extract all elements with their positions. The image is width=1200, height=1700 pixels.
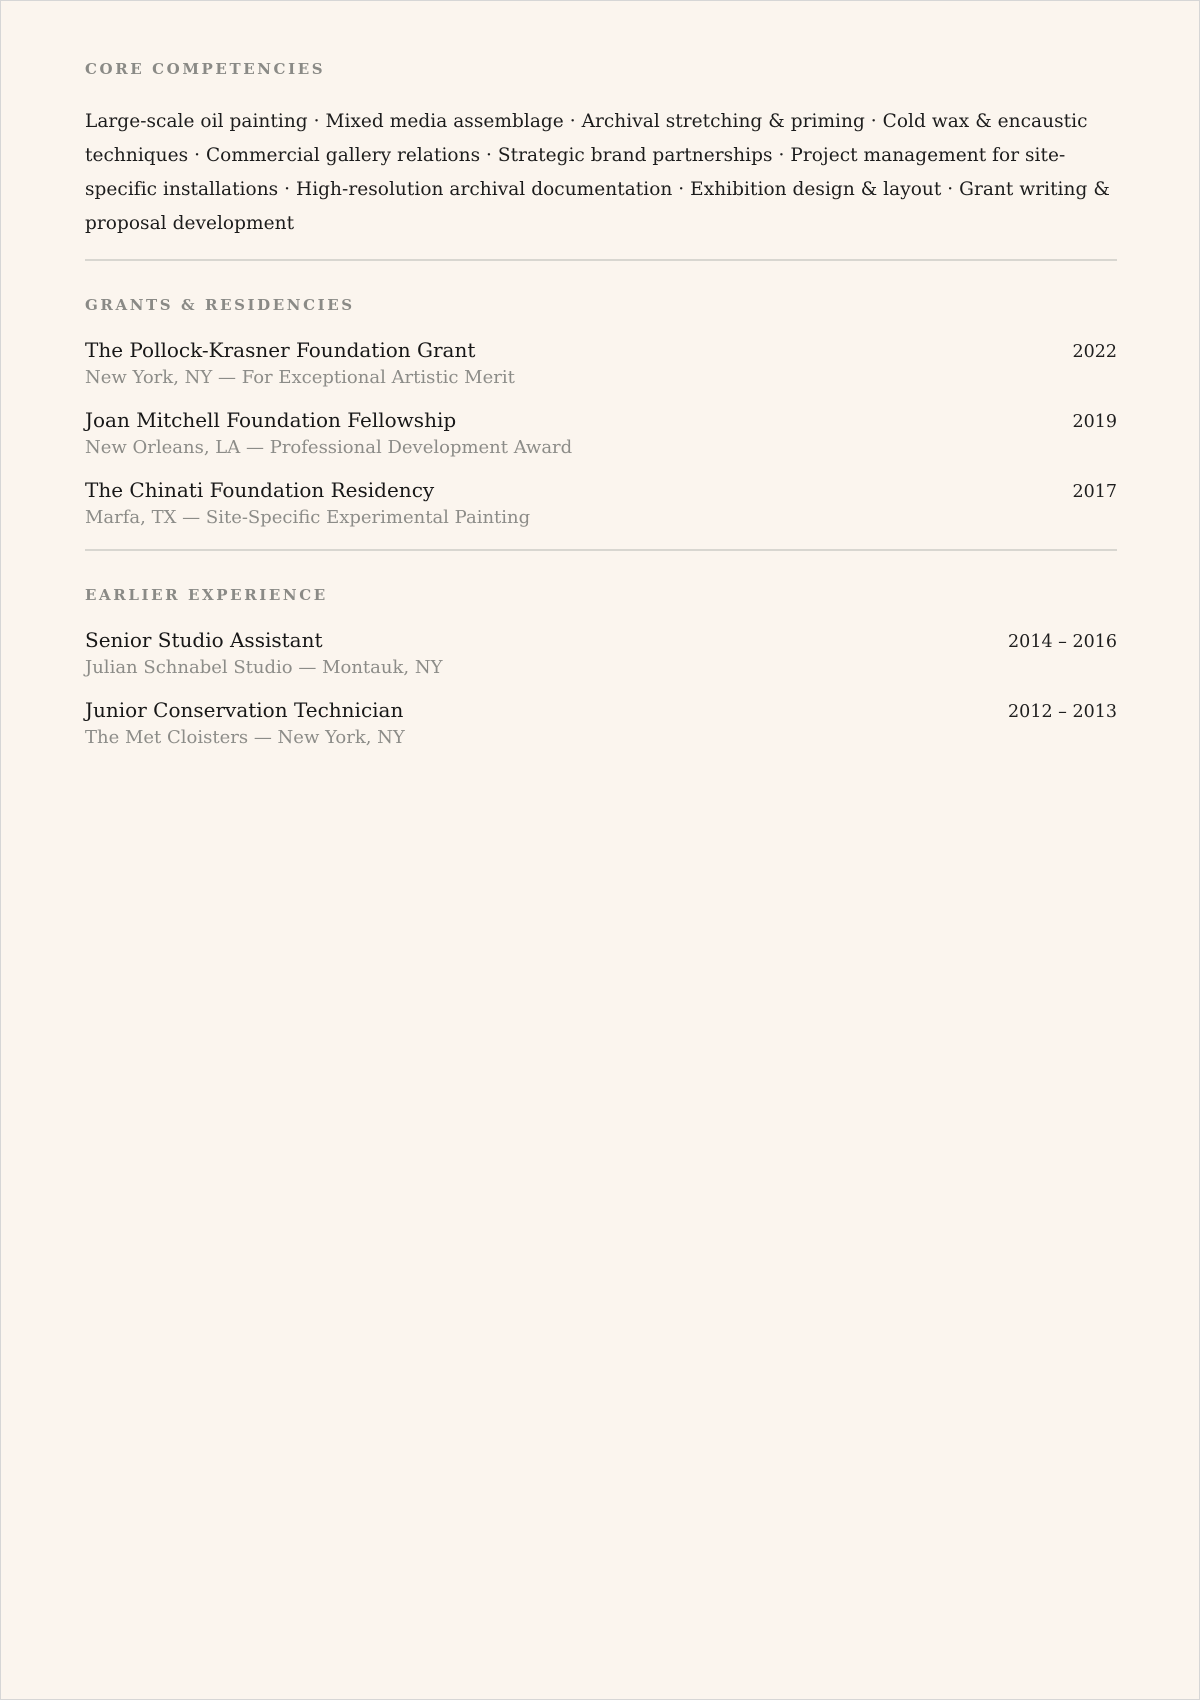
experience-entry: [85, 625, 1117, 681]
grant-entry: [85, 405, 1117, 461]
grant-entry: [85, 335, 1117, 391]
earlier-experience-heading: EARLIER EXPERIENCE: [85, 586, 328, 604]
grants-residencies-section: [85, 261, 1117, 549]
grant-subtitle: New Orleans, LA — Professional Development Award: [85, 437, 573, 458]
grant-title: The Chinati Foundation Residency: [85, 478, 435, 502]
experience-subtitle: Julian Schnabel Studio — Montauk, NY: [85, 657, 443, 678]
core-competencies-section: [85, 51, 1117, 241]
core-competencies-list: Large-scale oil painting · Mixed media assemblage · Archival stretching & priming · Cold wax & encaustic techniques · Commercial gallery relations · Strategic brand partnerships · Project management for site-specific installations · High-resolution archival documentation · Exhibition design & layout · Grant writing & proposal development: [85, 111, 1110, 234]
earlier-experience-section: [85, 551, 1117, 751]
experience-title: Senior Studio Assistant: [85, 628, 323, 652]
experience-dates: 2014 – 2016: [1008, 632, 1117, 652]
grant-subtitle: New York, NY — For Exceptional Artistic Merit: [85, 367, 515, 388]
experience-entry: [85, 695, 1117, 751]
grants-residencies-heading: GRANTS & RESIDENCIES: [85, 296, 355, 314]
resume-content: [85, 51, 1117, 751]
experience-dates: 2012 – 2013: [1008, 702, 1117, 722]
experience-title: Junior Conservation Technician: [85, 698, 404, 722]
grant-title: The Pollock-Krasner Foundation Grant: [85, 338, 476, 362]
grant-date: 2017: [1072, 482, 1117, 502]
grant-title: Joan Mitchell Foundation Fellowship: [85, 408, 457, 432]
core-competencies-heading: CORE COMPETENCIES: [85, 60, 326, 78]
grant-date: 2019: [1072, 412, 1117, 432]
grant-date: 2022: [1072, 342, 1117, 362]
grant-subtitle: Marfa, TX — Site-Specific Experimental Painting: [85, 507, 531, 528]
experience-subtitle: The Met Cloisters — New York, NY: [85, 727, 405, 748]
grant-entry: [85, 475, 1117, 531]
